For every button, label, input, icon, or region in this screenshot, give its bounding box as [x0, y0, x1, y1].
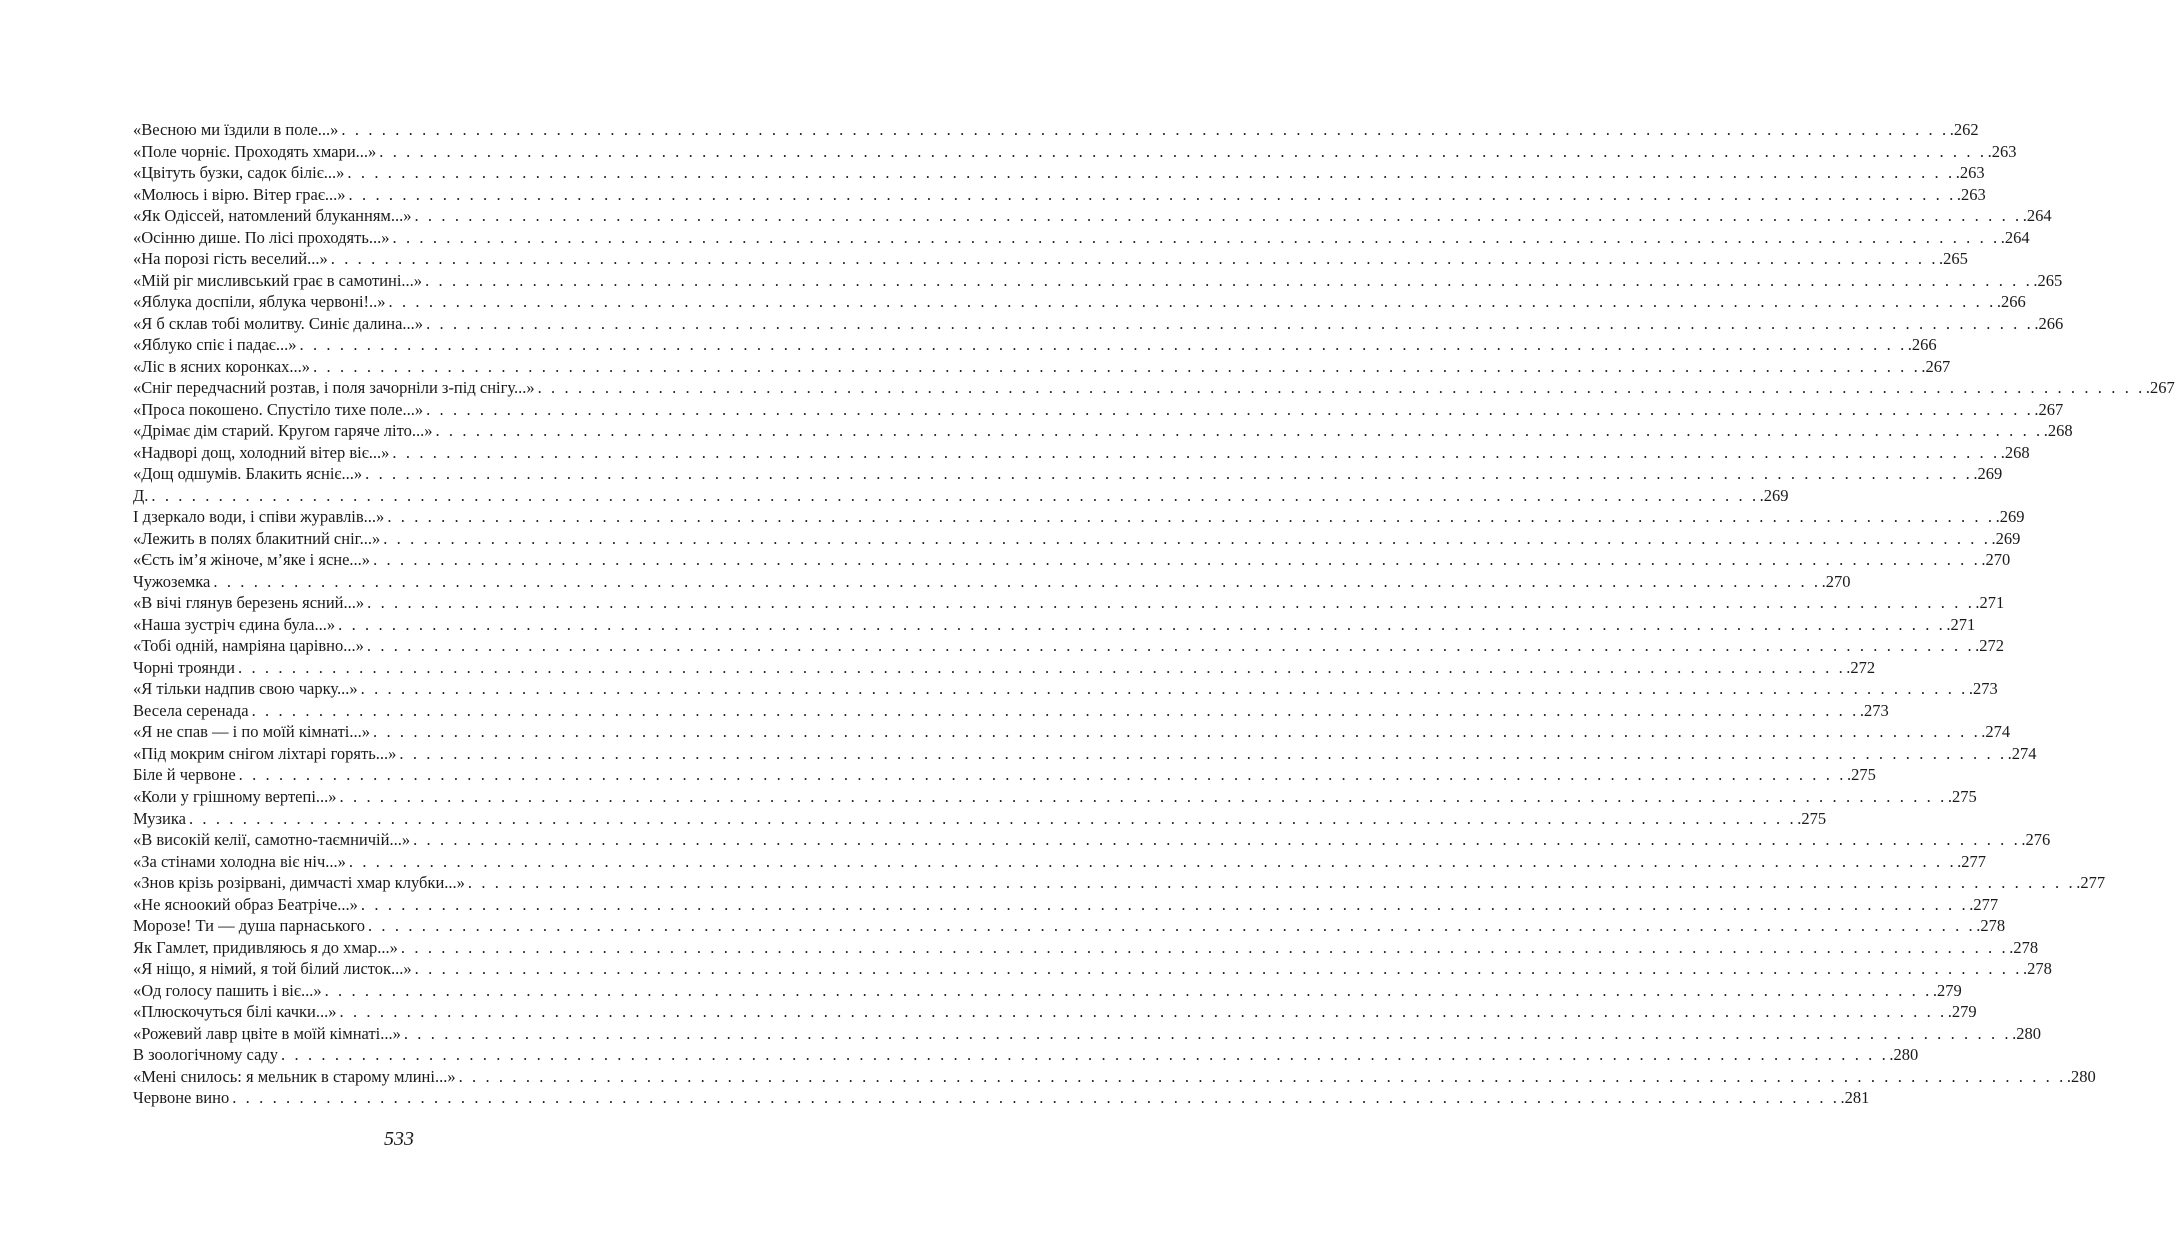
toc-entry-title: «Лежить в полях блакитний сніг...» [133, 528, 381, 548]
toc-entry [133, 872, 2106, 894]
toc-entry [133, 808, 1827, 830]
dot-leader: . . . . . . . . . . . . . . . . . . . . . . . . . . . . . . . . . . . . . . . . . . . . . . . . . . . . . . . . . . . . . . . . . . . . . . . . . . . . . . . . . . . . . . . . . . . . . . . . . . . . . . . . . . . . . . . . . . . . . . . . [392, 442, 2000, 462]
dot-leader: . . . . . . . . . . . . . . . . . . . . . . . . . . . . . . . . . . . . . . . . . . . . . . . . . . . . . . . . . . . . . . . . . . . . . . . . . . . . . . . . . . . . . . . . . . . . . . . . . . . . . . . . . . . . . . . . . . . . . . . . [238, 657, 1846, 677]
dot-leader: . . . . . . . . . . . . . . . . . . . . . . . . . . . . . . . . . . . . . . . . . . . . . . . . . . . . . . . . . . . . . . . . . . . . . . . . . . . . . . . . . . . . . . . . . . . . . . . . . . . . . . . . . . . . . . . . . . . . . . . . [367, 593, 1975, 613]
toc-entry-title: «Єсть ім’я жіноче, м’яке і ясне...» [133, 550, 371, 570]
toc-entry-page: .280 [2066, 1066, 2096, 1086]
toc-entry [133, 356, 1951, 378]
toc-entry [133, 678, 1998, 700]
toc-entry [133, 614, 1976, 636]
toc-entry [133, 442, 2030, 464]
toc-entry [133, 205, 2052, 227]
toc-entry [133, 1087, 1870, 1109]
toc-entry-page: .277 [2076, 873, 2106, 893]
toc-entry-page: .266 [2034, 313, 2064, 333]
dot-leader: . . . . . . . . . . . . . . . . . . . . . . . . . . . . . . . . . . . . . . . . . . . . . . . . . . . . . . . . . . . . . . . . . . . . . . . . . . . . . . . . . . . . . . . . . . . . . . . . . . . . . . . . . . . . . . . . . . . . . . . . [348, 851, 1957, 871]
toc-entry [133, 894, 1999, 916]
dot-leader: . . . . . . . . . . . . . . . . . . . . . . . . . . . . . . . . . . . . . . . . . . . . . . . . . . . . . . . . . . . . . . . . . . . . . . . . . . . . . . . . . . . . . . . . . . . . . . . . . . . . . . . . . . . . . . . . . . . . . . . . [537, 378, 2145, 398]
dot-leader: . . . . . . . . . . . . . . . . . . . . . . . . . . . . . . . . . . . . . . . . . . . . . . . . . . . . . . . . . . . . . . . . . . . . . . . . . . . . . . . . . . . . . . . . . . . . . . . . . . . . . . . . . . . . . . . . . . . . . . . . [324, 980, 1932, 1000]
toc-entry-page: .270 [1821, 571, 1851, 591]
toc-entry-title: «Наша зустріч єдина була...» [133, 614, 336, 634]
toc-entry-page: .281 [1840, 1088, 1870, 1108]
dot-leader: . . . . . . . . . . . . . . . . . . . . . . . . . . . . . . . . . . . . . . . . . . . . . . . . . . . . . . . . . . . . . . . . . . . . . . . . . . . . . . . . . . . . . . . . . . . . . . . . . . . . . . . . . . . . . . . . . . . . . . . . [341, 120, 1949, 139]
toc-entry-page: .271 [1946, 614, 1976, 634]
toc-entry [133, 915, 2006, 937]
toc-entry [133, 420, 2073, 442]
toc-entry-page: .279 [1932, 980, 1962, 1000]
toc-entry-title: «Мій ріг мисливський грає в самотині...» [133, 270, 423, 290]
dot-leader: . . . . . . . . . . . . . . . . . . . . . . . . . . . . . . . . . . . . . . . . . . . . . . . . . . . . . . . . . . . . . . . . . . . . . . . . . . . . . . . . . . . . . . . . . . . . . . . . . . . . . . . . . . . . . . . . . . . . . . . . [339, 786, 1947, 806]
toc-entry-title: «Дощ одшумів. Блакить ясніє...» [133, 464, 363, 484]
toc-entry-page: .266 [1996, 292, 2026, 312]
toc-entry [133, 571, 1851, 593]
dot-leader: . . . . . . . . . . . . . . . . . . . . . . . . . . . . . . . . . . . . . . . . . . . . . . . . . . . . . . . . . . . . . . . . . . . . . . . . . . . . . . . . . . . . . . . . . . . . . . . . . . . . . . . . . . . . . . . . . . . . . . . . [379, 141, 1987, 161]
toc-entry-page: .263 [1956, 184, 1986, 204]
toc-entry-title: «За стінами холодна віє ніч...» [133, 851, 346, 871]
toc-entry-title: «Тобі одній, намріяна царівно...» [133, 636, 364, 656]
toc-entry-page: .267 [2034, 399, 2064, 419]
toc-entry [133, 721, 2011, 743]
toc-entry-page: .267 [2145, 378, 2175, 398]
toc-entry-page: .270 [1981, 550, 2011, 570]
dot-leader: . . . . . . . . . . . . . . . . . . . . . . . . . . . . . . . . . . . . . . . . . . . . . . . . . . . . . . . . . . . . . . . . . . . . . . . . . . . . . . . . . . . . . . . . . . . . . . . . . . . . . . . . . . . . . . . . . . . . . . . . [232, 1088, 1840, 1108]
toc-entry-title: Весела серенада [133, 700, 249, 720]
toc-entry-page: .268 [2043, 421, 2073, 441]
toc-entry [133, 700, 1889, 722]
toc-entry [133, 1001, 1977, 1023]
toc-entry-title: «Ліс в ясних коронках...» [133, 356, 311, 376]
toc-entry-title: Д. [133, 485, 149, 505]
dot-leader: . . . . . . . . . . . . . . . . . . . . . . . . . . . . . . . . . . . . . . . . . . . . . . . . . . . . . . . . . . . . . . . . . . . . . . . . . . . . . . . . . . . . . . . . . . . . . . . . . . . . . . . . . . . . . . . . . . . . . . . . [388, 292, 1996, 312]
toc-entry [133, 980, 1962, 1002]
toc-entry [133, 334, 1937, 356]
dot-leader: . . . . . . . . . . . . . . . . . . . . . . . . . . . . . . . . . . . . . . . . . . . . . . . . . . . . . . . . . . . . . . . . . . . . . . . . . . . . . . . . . . . . . . . . . . . . . . . . . . . . . . . . . . . . . . . . . . . . . . . . [330, 249, 1939, 269]
toc-entry [133, 506, 2025, 528]
toc-entry-page: .274 [1981, 722, 2011, 742]
toc-entry-page: .264 [2022, 206, 2052, 226]
toc-entry-page: .264 [2000, 227, 2030, 247]
dot-leader: . . . . . . . . . . . . . . . . . . . . . . . . . . . . . . . . . . . . . . . . . . . . . . . . . . . . . . . . . . . . . . . . . . . . . . . . . . . . . . . . . . . . . . . . . . . . . . . . . . . . . . . . . . . . . . . . . . . . . . . . [151, 485, 1759, 505]
dot-leader: . . . . . . . . . . . . . . . . . . . . . . . . . . . . . . . . . . . . . . . . . . . . . . . . . . . . . . . . . . . . . . . . . . . . . . . . . . . . . . . . . . . . . . . . . . . . . . . . . . . . . . . . . . . . . . . . . . . . . . . . [365, 464, 1973, 484]
toc-entry-title: «Весною ми їздили в поле...» [133, 120, 339, 139]
toc-entry-page: .276 [2021, 830, 2051, 850]
dot-leader: . . . . . . . . . . . . . . . . . . . . . . . . . . . . . . . . . . . . . . . . . . . . . . . . . . . . . . . . . . . . . . . . . . . . . . . . . . . . . . . . . . . . . . . . . . . . . . . . . . . . . . . . . . . . . . . . . . . . . . . . [414, 959, 2022, 979]
toc-entry-page: .275 [1797, 808, 1827, 828]
toc-entry-page: .273 [1859, 700, 1889, 720]
toc-entry-title: І дзеркало води, і співи журавлів...» [133, 507, 385, 527]
toc-entry-page: .268 [2000, 442, 2030, 462]
toc-entry-title: «Під мокрим снігом ліхтарі горять...» [133, 743, 397, 763]
toc-entry-title: «Осінню дише. По лісі проходять...» [133, 227, 390, 247]
page-number: 533 [384, 1128, 414, 1150]
toc-entry [133, 270, 2063, 292]
toc-entry-title: Чорні троянди [133, 657, 236, 677]
toc-entry-title: «Не ясноокий образ Беатріче...» [133, 894, 358, 914]
toc-entry [133, 1066, 2096, 1088]
dot-leader: . . . . . . . . . . . . . . . . . . . . . . . . . . . . . . . . . . . . . . . . . . . . . . . . . . . . . . . . . . . . . . . . . . . . . . . . . . . . . . . . . . . . . . . . . . . . . . . . . . . . . . . . . . . . . . . . . . . . . . . . [399, 743, 2007, 763]
toc-entry-page: .275 [1947, 786, 1977, 806]
dot-leader: . . . . . . . . . . . . . . . . . . . . . . . . . . . . . . . . . . . . . . . . . . . . . . . . . . . . . . . . . . . . . . . . . . . . . . . . . . . . . . . . . . . . . . . . . . . . . . . . . . . . . . . . . . . . . . . . . . . . . . . . [366, 636, 1975, 656]
dot-leader: . . . . . . . . . . . . . . . . . . . . . . . . . . . . . . . . . . . . . . . . . . . . . . . . . . . . . . . . . . . . . . . . . . . . . . . . . . . . . . . . . . . . . . . . . . . . . . . . . . . . . . . . . . . . . . . . . . . . . . . . [238, 765, 1846, 785]
dot-leader: . . . . . . . . . . . . . . . . . . . . . . . . . . . . . . . . . . . . . . . . . . . . . . . . . . . . . . . . . . . . . . . . . . . . . . . . . . . . . . . . . . . . . . . . . . . . . . . . . . . . . . . . . . . . . . . . . . . . . . . . [467, 873, 2076, 893]
toc-entry-title: Як Гамлет, придивляюсь я до хмар...» [133, 937, 398, 957]
toc-entry-title: «Я не спав — і по моїй кімнаті...» [133, 722, 371, 742]
dot-leader: . . . . . . . . . . . . . . . . . . . . . . . . . . . . . . . . . . . . . . . . . . . . . . . . . . . . . . . . . . . . . . . . . . . . . . . . . . . . . . . . . . . . . . . . . . . . . . . . . . . . . . . . . . . . . . . . . . . . . . . . [414, 206, 2022, 226]
toc-entry-page: .280 [2012, 1023, 2042, 1043]
toc-entry-title: Біле й червоне [133, 765, 236, 785]
dot-leader: . . . . . . . . . . . . . . . . . . . . . . . . . . . . . . . . . . . . . . . . . . . . . . . . . . . . . . . . . . . . . . . . . . . . . . . . . . . . . . . . . . . . . . . . . . . . . . . . . . . . . . . . . . . . . . . . . . . . . . . . [367, 916, 1976, 936]
dot-leader: . . . . . . . . . . . . . . . . . . . . . . . . . . . . . . . . . . . . . . . . . . . . . . . . . . . . . . . . . . . . . . . . . . . . . . . . . . . . . . . . . . . . . . . . . . . . . . . . . . . . . . . . . . . . . . . . . . . . . . . . [347, 163, 1955, 183]
toc-entry-title: «Проса покошено. Спустіло тихе поле...» [133, 399, 424, 419]
toc-entry [133, 958, 2052, 980]
toc-entry-title: Чужоземка [133, 571, 211, 591]
toc-entry-title: Червоне вино [133, 1088, 230, 1108]
toc-entry-page: .278 [1976, 916, 2006, 936]
dot-leader: . . . . . . . . . . . . . . . . . . . . . . . . . . . . . . . . . . . . . . . . . . . . . . . . . . . . . . . . . . . . . . . . . . . . . . . . . . . . . . . . . . . . . . . . . . . . . . . . . . . . . . . . . . . . . . . . . . . . . . . . [281, 1045, 1889, 1065]
toc-entry-page: .263 [1955, 163, 1985, 183]
dot-leader: . . . . . . . . . . . . . . . . . . . . . . . . . . . . . . . . . . . . . . . . . . . . . . . . . . . . . . . . . . . . . . . . . . . . . . . . . . . . . . . . . . . . . . . . . . . . . . . . . . . . . . . . . . . . . . . . . . . . . . . . [413, 830, 2021, 850]
dot-leader: . . . . . . . . . . . . . . . . . . . . . . . . . . . . . . . . . . . . . . . . . . . . . . . . . . . . . . . . . . . . . . . . . . . . . . . . . . . . . . . . . . . . . . . . . . . . . . . . . . . . . . . . . . . . . . . . . . . . . . . . [373, 722, 1981, 742]
dot-leader: . . . . . . . . . . . . . . . . . . . . . . . . . . . . . . . . . . . . . . . . . . . . . . . . . . . . . . . . . . . . . . . . . . . . . . . . . . . . . . . . . . . . . . . . . . . . . . . . . . . . . . . . . . . . . . . . . . . . . . . . [339, 1002, 1947, 1022]
toc-entry-title: «В вічі глянув березень ясний...» [133, 593, 365, 613]
toc-entry [133, 937, 2039, 959]
dot-leader: . . . . . . . . . . . . . . . . . . . . . . . . . . . . . . . . . . . . . . . . . . . . . . . . . . . . . . . . . . . . . . . . . . . . . . . . . . . . . . . . . . . . . . . . . . . . . . . . . . . . . . . . . . . . . . . . . . . . . . . . [299, 335, 1907, 355]
toc-entry [133, 1023, 2042, 1045]
toc-entry [133, 313, 2064, 335]
dot-leader: . . . . . . . . . . . . . . . . . . . . . . . . . . . . . . . . . . . . . . . . . . . . . . . . . . . . . . . . . . . . . . . . . . . . . . . . . . . . . . . . . . . . . . . . . . . . . . . . . . . . . . . . . . . . . . . . . . . . . . . . [403, 1023, 2012, 1043]
toc-entry-title: «Поле чорніє. Проходять хмари...» [133, 141, 377, 161]
toc-entry [133, 1044, 1919, 1066]
toc-entry-title: «На порозі гість веселий...» [133, 249, 328, 269]
toc-entry-page: .265 [1939, 249, 1968, 269]
toc-entry-page: .265 [2033, 270, 2063, 290]
toc-entry [133, 743, 2037, 765]
dot-leader: . . . . . . . . . . . . . . . . . . . . . . . . . . . . . . . . . . . . . . . . . . . . . . . . . . . . . . . . . . . . . . . . . . . . . . . . . . . . . . . . . . . . . . . . . . . . . . . . . . . . . . . . . . . . . . . . . . . . . . . . [373, 550, 1981, 570]
toc-entry-title: «Сніг передчасний розтав, і поля зачорніли з-під снігу...» [133, 378, 535, 398]
dot-leader: . . . . . . . . . . . . . . . . . . . . . . . . . . . . . . . . . . . . . . . . . . . . . . . . . . . . . . . . . . . . . . . . . . . . . . . . . . . . . . . . . . . . . . . . . . . . . . . . . . . . . . . . . . . . . . . . . . . . . . . . [426, 399, 2034, 419]
toc-entry-page: .267 [1921, 356, 1951, 376]
dot-leader: . . . . . . . . . . . . . . . . . . . . . . . . . . . . . . . . . . . . . . . . . . . . . . . . . . . . . . . . . . . . . . . . . . . . . . . . . . . . . . . . . . . . . . . . . . . . . . . . . . . . . . . . . . . . . . . . . . . . . . . . [251, 700, 1859, 720]
toc-entry-page: .262 [1949, 120, 1979, 139]
toc-entry-title: «Мені снилось: я мельник в старому млині...» [133, 1066, 456, 1086]
toc-entry-title: Морозе! Ти — душа парнаського [133, 916, 365, 936]
toc-entry-title: Музика [133, 808, 186, 828]
toc-entry [133, 528, 2021, 550]
dot-leader: . . . . . . . . . . . . . . . . . . . . . . . . . . . . . . . . . . . . . . . . . . . . . . . . . . . . . . . . . . . . . . . . . . . . . . . . . . . . . . . . . . . . . . . . . . . . . . . . . . . . . . . . . . . . . . . . . . . . . . . . [400, 937, 2009, 957]
toc-entry [133, 463, 2003, 485]
dot-leader: . . . . . . . . . . . . . . . . . . . . . . . . . . . . . . . . . . . . . . . . . . . . . . . . . . . . . . . . . . . . . . . . . . . . . . . . . . . . . . . . . . . . . . . . . . . . . . . . . . . . . . . . . . . . . . . . . . . . . . . . [360, 894, 1969, 914]
dot-leader: . . . . . . . . . . . . . . . . . . . . . . . . . . . . . . . . . . . . . . . . . . . . . . . . . . . . . . . . . . . . . . . . . . . . . . . . . . . . . . . . . . . . . . . . . . . . . . . . . . . . . . . . . . . . . . . . . . . . . . . . [392, 227, 2000, 247]
dot-leader: . . . . . . . . . . . . . . . . . . . . . . . . . . . . . . . . . . . . . . . . . . . . . . . . . . . . . . . . . . . . . . . . . . . . . . . . . . . . . . . . . . . . . . . . . . . . . . . . . . . . . . . . . . . . . . . . . . . . . . . . [435, 421, 2043, 441]
toc-entry-title: «Я тільки надпив свою чарку...» [133, 679, 358, 699]
toc-entry [133, 764, 1876, 786]
toc-entry-page: .277 [1969, 894, 1999, 914]
toc-entry-page: .272 [1846, 657, 1876, 677]
dot-leader: . . . . . . . . . . . . . . . . . . . . . . . . . . . . . . . . . . . . . . . . . . . . . . . . . . . . . . . . . . . . . . . . . . . . . . . . . . . . . . . . . . . . . . . . . . . . . . . . . . . . . . . . . . . . . . . . . . . . . . . . [348, 184, 1956, 204]
toc-entry [133, 377, 2175, 399]
toc-entry [133, 227, 2030, 249]
toc-entry-title: «Яблука доспіли, яблука червоні!..» [133, 292, 386, 312]
toc-entry [133, 119, 1979, 141]
toc-entry-title: «Рожевий лавр цвіте в моїй кімнаті...» [133, 1023, 401, 1043]
dot-leader: . . . . . . . . . . . . . . . . . . . . . . . . . . . . . . . . . . . . . . . . . . . . . . . . . . . . . . . . . . . . . . . . . . . . . . . . . . . . . . . . . . . . . . . . . . . . . . . . . . . . . . . . . . . . . . . . . . . . . . . . [387, 507, 1995, 527]
toc-entry [133, 635, 2005, 657]
toc-entry-title: «Од голосу пашить і віє...» [133, 980, 322, 1000]
dot-leader: . . . . . . . . . . . . . . . . . . . . . . . . . . . . . . . . . . . . . . . . . . . . . . . . . . . . . . . . . . . . . . . . . . . . . . . . . . . . . . . . . . . . . . . . . . . . . . . . . . . . . . . . . . . . . . . . . . . . . . . . [383, 528, 1991, 548]
toc-entry [133, 141, 2017, 163]
toc-entry-title: «Плюскочуться білі качки...» [133, 1002, 337, 1022]
toc-entry [133, 291, 2026, 313]
toc-entry [133, 162, 1985, 184]
toc-entry-page: .278 [2009, 937, 2039, 957]
dot-leader: . . . . . . . . . . . . . . . . . . . . . . . . . . . . . . . . . . . . . . . . . . . . . . . . . . . . . . . . . . . . . . . . . . . . . . . . . . . . . . . . . . . . . . . . . . . . . . . . . . . . . . . . . . . . . . . . . . . . . . . . [426, 313, 2034, 333]
dot-leader: . . . . . . . . . . . . . . . . . . . . . . . . . . . . . . . . . . . . . . . . . . . . . . . . . . . . . . . . . . . . . . . . . . . . . . . . . . . . . . . . . . . . . . . . . . . . . . . . . . . . . . . . . . . . . . . . . . . . . . . . [188, 808, 1797, 828]
toc-entry-page: .279 [1947, 1002, 1977, 1022]
toc-entry-page: .275 [1846, 765, 1876, 785]
toc-entry-page: .263 [1987, 141, 2017, 161]
table-of-contents [133, 119, 2175, 1109]
dot-leader: . . . . . . . . . . . . . . . . . . . . . . . . . . . . . . . . . . . . . . . . . . . . . . . . . . . . . . . . . . . . . . . . . . . . . . . . . . . . . . . . . . . . . . . . . . . . . . . . . . . . . . . . . . . . . . . . . . . . . . . . [313, 356, 1921, 376]
toc-entry-title: В зоологічному саду [133, 1045, 279, 1065]
dot-leader: . . . . . . . . . . . . . . . . . . . . . . . . . . . . . . . . . . . . . . . . . . . . . . . . . . . . . . . . . . . . . . . . . . . . . . . . . . . . . . . . . . . . . . . . . . . . . . . . . . . . . . . . . . . . . . . . . . . . . . . . [458, 1066, 2066, 1086]
toc-entry-title: «Коли у грішному вертепі...» [133, 786, 337, 806]
toc-entry-page: .269 [1991, 528, 2021, 548]
toc-entry-title: «Дрімає дім старий. Кругом гаряче літо...» [133, 421, 433, 441]
dot-leader: . . . . . . . . . . . . . . . . . . . . . . . . . . . . . . . . . . . . . . . . . . . . . . . . . . . . . . . . . . . . . . . . . . . . . . . . . . . . . . . . . . . . . . . . . . . . . . . . . . . . . . . . . . . . . . . . . . . . . . . . [213, 571, 1821, 591]
toc-entry [133, 657, 1876, 679]
toc-entry-page: .274 [2007, 743, 2037, 763]
toc-entry [133, 829, 2051, 851]
toc-entry-title: «Я ніщо, я німий, я той білий листок...» [133, 959, 412, 979]
toc-entry-title: «Цвітуть бузки, садок біліє...» [133, 163, 345, 183]
toc-entry [133, 549, 2011, 571]
toc-entry [133, 399, 2064, 421]
toc-entry [133, 592, 2005, 614]
toc-entry [133, 184, 1986, 206]
toc-entry-page: .269 [1973, 464, 2003, 484]
toc-entry-page: .269 [1995, 507, 2025, 527]
toc-entry-page: .269 [1759, 485, 1789, 505]
dot-leader: . . . . . . . . . . . . . . . . . . . . . . . . . . . . . . . . . . . . . . . . . . . . . . . . . . . . . . . . . . . . . . . . . . . . . . . . . . . . . . . . . . . . . . . . . . . . . . . . . . . . . . . . . . . . . . . . . . . . . . . . [360, 679, 1968, 699]
toc-entry-page: .277 [1957, 851, 1987, 871]
toc-entry-page: .271 [1975, 593, 2005, 613]
toc-entry-page: .272 [1975, 636, 2005, 656]
toc-entry [133, 851, 1987, 873]
toc-entry-title: «В високій келії, самотно-таємничій...» [133, 830, 411, 850]
toc-entry-page: .280 [1889, 1045, 1919, 1065]
dot-leader: . . . . . . . . . . . . . . . . . . . . . . . . . . . . . . . . . . . . . . . . . . . . . . . . . . . . . . . . . . . . . . . . . . . . . . . . . . . . . . . . . . . . . . . . . . . . . . . . . . . . . . . . . . . . . . . . . . . . . . . . [425, 270, 2033, 290]
toc-entry-title: «Надворі дощ, холодний вітер віє...» [133, 442, 390, 462]
toc-entry-title: «Я б склав тобі молитву. Синіє далина...» [133, 313, 424, 333]
toc-entry-title: «Яблуко спіє і падає...» [133, 335, 297, 355]
toc-entry-title: «Молюсь і вірю. Вітер грає...» [133, 184, 346, 204]
toc-entry-page: .273 [1968, 679, 1998, 699]
dot-leader: . . . . . . . . . . . . . . . . . . . . . . . . . . . . . . . . . . . . . . . . . . . . . . . . . . . . . . . . . . . . . . . . . . . . . . . . . . . . . . . . . . . . . . . . . . . . . . . . . . . . . . . . . . . . . . . . . . . . . . . . [338, 614, 1946, 634]
toc-entry [133, 248, 1968, 270]
toc-entry [133, 786, 1977, 808]
toc-entry-title: «Як Одіссей, натомлений блуканням...» [133, 206, 412, 226]
toc-entry-title: «Знов крізь розірвані, димчасті хмар клубки...» [133, 873, 465, 893]
toc-entry [133, 485, 1789, 507]
toc-entry-page: .266 [1907, 335, 1937, 355]
toc-entry-page: .278 [2022, 959, 2052, 979]
